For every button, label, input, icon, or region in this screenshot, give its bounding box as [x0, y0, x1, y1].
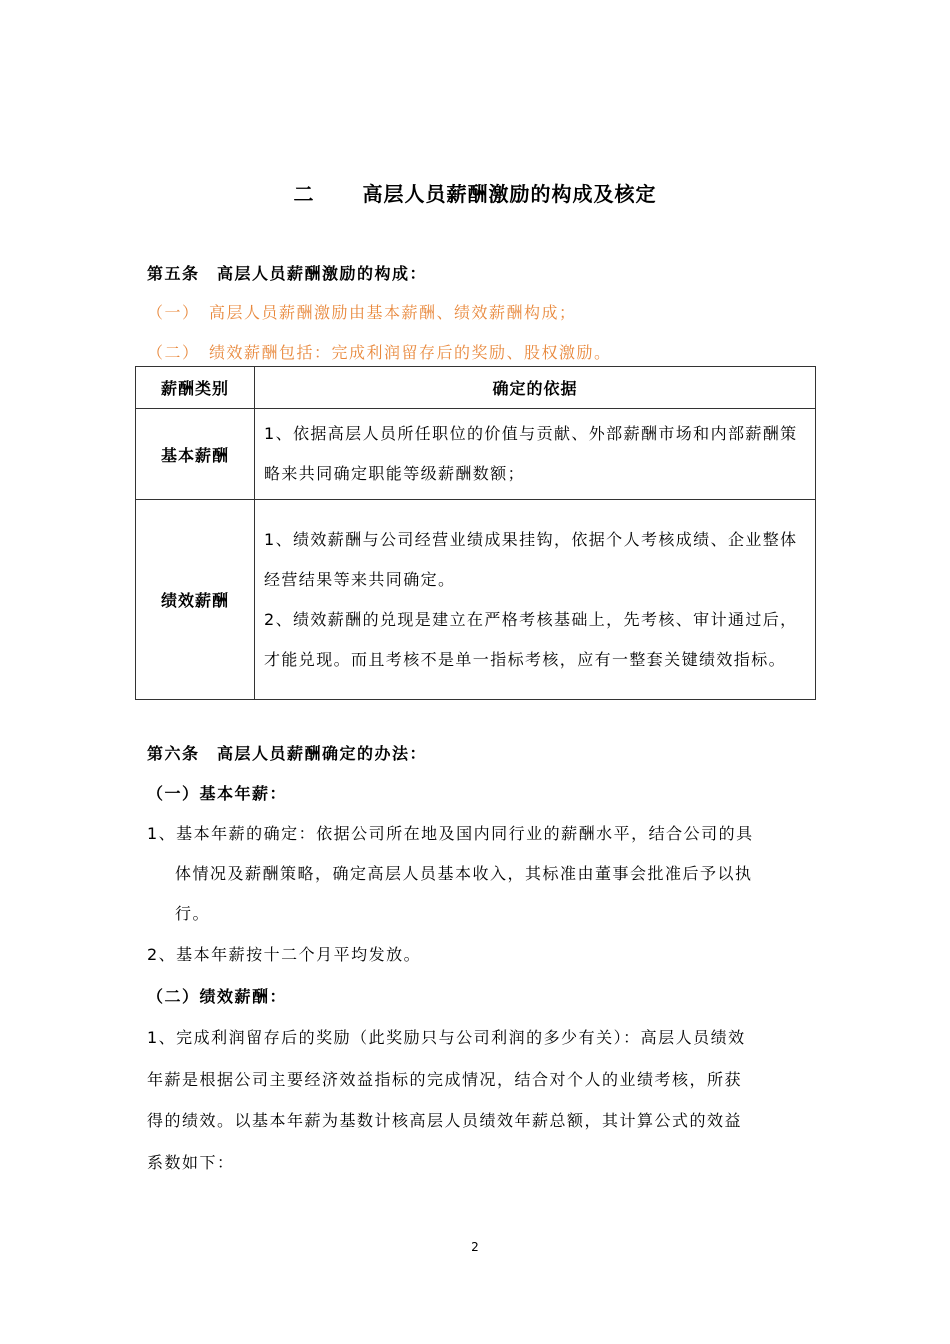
- table-header-category: 薪酬类别: [136, 367, 255, 409]
- page-number: 2: [471, 1240, 479, 1254]
- article6-sub2: （二）绩效薪酬：: [147, 987, 288, 1006]
- section-title-text: 高层人员薪酬激励的构成及核定: [362, 182, 657, 206]
- section-number: 二: [293, 182, 315, 206]
- table-cell-basis: [255, 409, 816, 500]
- table-row: [136, 409, 816, 500]
- salary-table: [135, 366, 816, 700]
- article5-item-1: （一） 高层人员薪酬激励由基本薪酬、绩效薪酬构成；: [147, 303, 577, 322]
- article6-paragraph: 系数如下：: [147, 1153, 235, 1172]
- table-cell-basis: [255, 500, 816, 700]
- table-header-row: [136, 367, 816, 409]
- table-cell-category: 基本薪酬: [136, 409, 255, 500]
- article5-item-2: （二） 绩效薪酬包括：完成利润留存后的奖励、股权激励。: [147, 343, 612, 362]
- article6-heading: 第六条 高层人员薪酬确定的办法：: [147, 744, 428, 763]
- basis-paragraph: 1、依据高层人员所任职位的价值与贡献、外部薪酬市场和内部薪酬策略来共同确定职能等级薪酬数额；: [264, 424, 798, 483]
- article6-paragraph: 年薪是根据公司主要经济效益指标的完成情况，结合对个人的业绩考核，所获: [147, 1070, 743, 1089]
- article6-paragraph: 得的绩效。以基本年薪为基数计核高层人员绩效年薪总额，其计算公式的效益: [147, 1111, 743, 1130]
- basis-paragraph: 2、绩效薪酬的兑现是建立在严格考核基础上，先考核、审计通过后，才能兑现。而且考核不是单一指标考核，应有一整套关键绩效指标。: [264, 609, 798, 669]
- table-cell-category: 绩效薪酬: [136, 500, 255, 700]
- article6-paragraph: 1、基本年薪的确定：依据公司所在地及国内同行业的薪酬水平，结合公司的具: [147, 824, 754, 843]
- basis-paragraph: 1、绩效薪酬与公司经营业绩成果挂钩，依据个人考核成绩、企业整体经营结果等来共同确定。: [264, 529, 798, 589]
- article6-paragraph: 体情况及薪酬策略，确定高层人员基本收入，其标准由董事会批准后予以执: [175, 864, 753, 883]
- article5-heading: 第五条 高层人员薪酬激励的构成：: [147, 264, 428, 283]
- article6-paragraph: 1、完成利润留存后的奖励（此奖励只与公司利润的多少有关）：高层人员绩效: [147, 1028, 746, 1047]
- table-row: [136, 500, 816, 700]
- article6-paragraph: 行。: [175, 904, 211, 923]
- section-title: [0, 178, 950, 207]
- article6-paragraph: 2、基本年薪按十二个月平均发放。: [147, 945, 422, 964]
- table-header-basis: 确定的依据: [255, 367, 816, 409]
- article6-sub1: （一）基本年薪：: [147, 784, 288, 803]
